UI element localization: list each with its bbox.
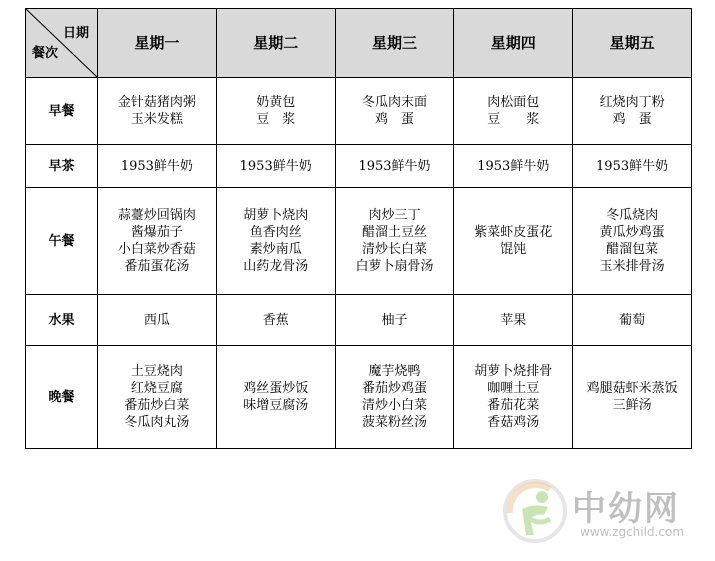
weekly-menu-table: [25, 8, 692, 449]
dish: 素炒南瓜: [249, 242, 302, 257]
dish: 鸡丝蛋炒饭: [243, 381, 309, 396]
menu-cell: [454, 145, 573, 188]
menu-cell: [216, 346, 335, 449]
dish: 鸡腿菇虾米蒸饭: [586, 381, 678, 396]
dish: 肉松面包: [487, 95, 540, 110]
menu-cell: [573, 188, 692, 295]
table-row-breakfast: [26, 78, 692, 145]
dish: 鸡 蛋: [374, 112, 414, 127]
dish: 金针菇猪肉粥: [117, 95, 196, 110]
menu-cell: [335, 188, 454, 295]
child-figure-icon: [500, 475, 570, 550]
dish: 味增豆腐汤: [243, 398, 309, 413]
dish: 香菇鸡汤: [487, 415, 540, 430]
menu-cell: [335, 346, 454, 449]
menu-cell: [98, 295, 217, 346]
dish: 番茄炒鸡蛋: [361, 381, 427, 396]
dish: 鱼香肉丝: [249, 225, 302, 240]
dish: 白萝卜扇骨汤: [355, 259, 434, 274]
menu-cell: [573, 145, 692, 188]
dish: 黄瓜炒鸡蛋: [599, 225, 665, 240]
dish: 小白菜炒香菇: [117, 242, 196, 257]
dish: 豆 浆: [256, 112, 296, 127]
dish: 番茄蛋花汤: [124, 259, 190, 274]
dish: 1953鲜牛奶: [358, 158, 431, 174]
dish: 1953鲜牛奶: [596, 158, 669, 174]
dish: 豆 浆: [487, 112, 540, 127]
menu-cell: [216, 188, 335, 295]
dish: 清炒长白菜: [361, 242, 427, 257]
dish: 葡萄: [619, 312, 646, 328]
table-row-dinner: [26, 346, 692, 449]
table-row-fruit: [26, 295, 692, 346]
dish: 山药龙骨汤: [243, 259, 309, 274]
day-header-mon: 星期一: [98, 9, 217, 78]
dish: 胡萝卜烧肉: [243, 208, 309, 223]
dish: 1953鲜牛奶: [477, 158, 550, 174]
dish: 1953鲜牛奶: [120, 158, 193, 174]
dish: 馄饨: [500, 242, 527, 257]
dish: 红烧豆腐: [130, 381, 183, 396]
diagonal-divider: [26, 9, 97, 77]
dish: 玉米发糕: [130, 112, 183, 127]
menu-cell: [454, 188, 573, 295]
dish: 冬瓜肉丸汤: [124, 415, 190, 430]
menu-cell: [454, 346, 573, 449]
dish: 冬瓜烧肉: [606, 208, 659, 223]
dish: 醋溜包菜: [606, 242, 659, 257]
dish: 紫菜虾皮蛋花: [474, 225, 553, 240]
dish: 鸡 蛋: [612, 112, 652, 127]
menu-cell: [98, 78, 217, 145]
corner-date-label: 日期: [62, 26, 89, 41]
dish: 番茄花菜: [487, 398, 540, 413]
menu-cell: [216, 78, 335, 145]
day-header-thu: 星期四: [454, 9, 573, 78]
dish: 番茄炒白菜: [124, 398, 190, 413]
menu-cell: [454, 78, 573, 145]
day-header-wed: 星期三: [335, 9, 454, 78]
menu-cell: [335, 295, 454, 346]
menu-cell: [335, 145, 454, 188]
watermark-logo: [500, 475, 705, 550]
menu-cell: [573, 346, 692, 449]
dish: 冬瓜肉末面: [361, 95, 427, 110]
dish: 柚子: [381, 312, 408, 328]
dish: 红烧肉丁粉: [599, 95, 665, 110]
dish: 1953鲜牛奶: [239, 158, 312, 174]
dish: 醋溜土豆丝: [361, 225, 427, 240]
dish: 咖喱土豆: [487, 381, 540, 396]
menu-cell: [98, 346, 217, 449]
dish: 奶黄包: [256, 95, 296, 110]
dish: 肉炒三丁: [368, 208, 421, 223]
menu-cell: [98, 145, 217, 188]
header-row: [26, 9, 692, 78]
watermark-brand: 中幼网: [572, 489, 680, 529]
day-header-tue: 星期二: [216, 9, 335, 78]
dish: 玉米排骨汤: [599, 259, 665, 274]
table-row-snack: [26, 145, 692, 188]
meal-label-dinner: 晚餐: [26, 346, 98, 449]
watermark-url: www.zgchild.com: [580, 525, 685, 539]
dish: 苹果: [500, 312, 527, 328]
dish: 蒜薹炒回锅肉: [117, 208, 196, 223]
dish: 魔芋烧鸭: [368, 364, 421, 379]
meal-label-lunch: 午餐: [26, 188, 98, 295]
corner-meal-label: 餐次: [32, 46, 59, 61]
meal-label-breakfast: 早餐: [26, 78, 98, 145]
dish: 菠菜粉丝汤: [361, 415, 427, 430]
menu-cell: [573, 78, 692, 145]
dish: 三鲜汤: [612, 398, 652, 413]
menu-cell: [216, 145, 335, 188]
dish: 酱爆茄子: [130, 225, 183, 240]
dish: 西瓜: [143, 312, 170, 328]
menu-cell: [216, 295, 335, 346]
dish: 香蕉: [262, 312, 289, 328]
dish: 清炒小白菜: [361, 398, 427, 413]
meal-label-fruit: 水果: [26, 295, 98, 346]
menu-cell: [454, 295, 573, 346]
menu-cell: [335, 78, 454, 145]
meal-label-snack: 早茶: [26, 145, 98, 188]
corner-cell: [26, 9, 98, 78]
menu-cell: [98, 188, 217, 295]
menu-cell: [573, 295, 692, 346]
table-row-lunch: [26, 188, 692, 295]
day-header-fri: 星期五: [573, 9, 692, 78]
dish: 土豆烧肉: [130, 364, 183, 379]
dish: 胡萝卜烧排骨: [474, 364, 553, 379]
